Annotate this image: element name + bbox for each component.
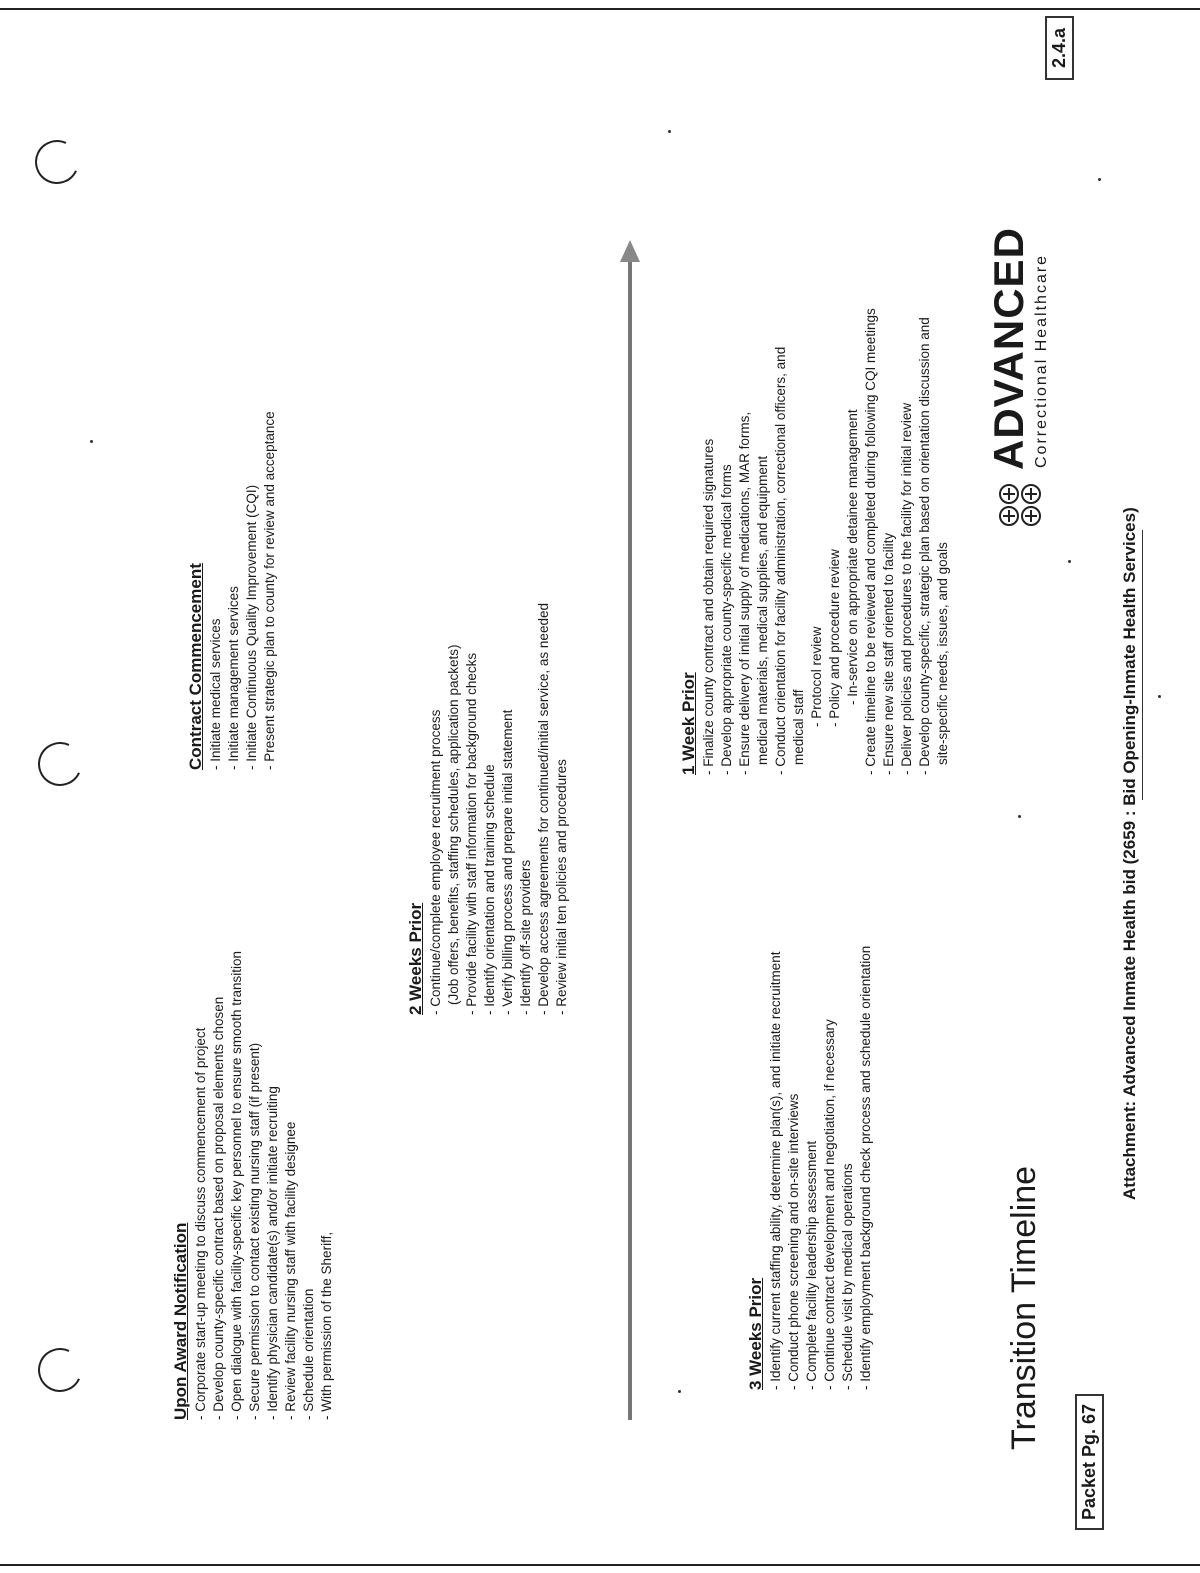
- list-item: - Identify current staffing ability, determine plan(s), and initiate recruitment: [768, 951, 783, 1390]
- arrowhead-icon: [620, 240, 640, 262]
- company-logo: [985, 210, 1065, 530]
- punch-hole-top: [29, 134, 85, 190]
- timeline-shaft: [628, 260, 632, 1420]
- list-item: - Open dialogue with facility-specific key personnel to ensure smooth transition: [229, 951, 244, 1420]
- list-item: - Ensure new site staff oriented to facility: [881, 532, 896, 775]
- list-item: - Identify off-site providers: [518, 859, 533, 1015]
- list-item: - Identify employment background check process and schedule orientation: [858, 945, 873, 1390]
- punch-hole-middle: [32, 736, 88, 792]
- list-item: - Conduct orientation for facility administration, correctional officers, and: [773, 346, 788, 775]
- list-item: (Job offers, benefits, staffing schedules, application packets): [446, 644, 461, 1005]
- list-item: - In-service on appropriate detainee management: [845, 409, 860, 705]
- bottom-border-line: [0, 1564, 1200, 1566]
- timeline-arrow: [620, 240, 640, 1420]
- list-item: - Conduct phone screening and on-site interviews: [786, 1093, 801, 1390]
- list-item: - Initiate medical services: [208, 618, 223, 770]
- one-week-prior-section: [678, 308, 952, 775]
- rotated-page-content: [100, 0, 1160, 1540]
- list-item: - Develop appropriate county-specific medical forms: [719, 464, 734, 775]
- list-item: - With permission of the Sheriff,: [319, 1231, 334, 1420]
- contract-commencement-section: [185, 411, 279, 770]
- list-item: - Deliver policies and procedures to the facility for initial review: [899, 402, 914, 775]
- list-item: - Policy and procedure review: [827, 549, 842, 727]
- list-item: - Secure permission to contact existing nursing staff (if present): [247, 1042, 262, 1420]
- section-heading: Contract Commencement: [186, 563, 205, 770]
- logo-subtitle-text: Correctional Healthcare: [1033, 253, 1050, 468]
- list-item: - Create timeline to be reviewed and completed during following CQI meetings: [863, 308, 878, 775]
- section-heading: 2 Weeks Prior: [406, 902, 425, 1015]
- list-item: - Finalize county contract and obtain required signatures: [701, 438, 716, 775]
- list-item: medical materials, medical supplies, and equipment: [755, 455, 770, 765]
- upon-award-section: [170, 951, 336, 1420]
- list-item: - Schedule orientation: [301, 1288, 316, 1420]
- list-item: - Continue/complete employee recruitment process: [428, 709, 443, 1015]
- attachment-underline: [1142, 530, 1143, 800]
- list-item: - Develop access agreements for continued/initial service, as needed: [536, 603, 551, 1015]
- list-item: - Continue contract development and negotiation, if necessary: [822, 1019, 837, 1390]
- list-item: - Provide facility with staff information for background checks: [464, 652, 479, 1015]
- list-item: medical staff: [791, 689, 806, 765]
- list-item: - Review initial ten policies and procedures: [554, 759, 569, 1015]
- punch-hole-bottom: [32, 1342, 88, 1398]
- two-weeks-prior-section: [405, 603, 571, 1015]
- list-item: - Verify billing process and prepare initial statement: [500, 709, 515, 1015]
- section-heading: Upon Award Notification: [171, 1222, 190, 1420]
- list-item: - Initiate Continuous Quality Improvement (CQI): [244, 484, 259, 770]
- list-item: - Complete facility leadership assessment: [804, 1140, 819, 1390]
- section-heading: 3 Weeks Prior: [746, 1277, 765, 1390]
- scan-speck: [90, 440, 93, 443]
- attachment-caption: Attachment: Advanced Inmate Health bid (2659 : Bid Opening-Inmate Health Services): [1120, 507, 1139, 1200]
- page-title: Transition Timeline: [1005, 1165, 1043, 1450]
- list-item: - Develop county-specific contract based on proposal elements chosen: [211, 996, 226, 1420]
- packet-page-label: Packet Pg. 67: [1075, 1394, 1104, 1530]
- list-item: - Identify orientation and training schedule: [482, 764, 497, 1015]
- three-weeks-prior-section: [745, 946, 875, 1390]
- item-tag-label: 2.4.a: [1045, 16, 1074, 80]
- list-item: - Initiate management services: [226, 586, 241, 770]
- list-item: - Schedule visit by medical operations: [840, 1163, 855, 1390]
- snowflake-logo-icon: [995, 480, 1045, 530]
- list-item: - Protocol review: [809, 626, 824, 727]
- list-item: - Corporate start-up meeting to discuss commencement of project: [193, 1027, 208, 1420]
- list-item: - Review facility nursing staff with facility designee: [283, 1121, 298, 1420]
- list-item: - Ensure delivery of initial supply of medications, MAR forms,: [737, 411, 752, 775]
- logo-brand-text: ADVANCED: [985, 227, 1032, 470]
- section-heading: 1 Week Prior: [679, 672, 698, 775]
- list-item: - Identify physician candidate(s) and/or initiate recruiting: [265, 1086, 280, 1420]
- list-item: site-specific needs, issues, and goals: [935, 542, 950, 765]
- list-item: - Develop county-specific, strategic plan based on orientation discussion and: [917, 317, 932, 775]
- list-item: - Present strategic plan to county for review and acceptance: [262, 411, 277, 770]
